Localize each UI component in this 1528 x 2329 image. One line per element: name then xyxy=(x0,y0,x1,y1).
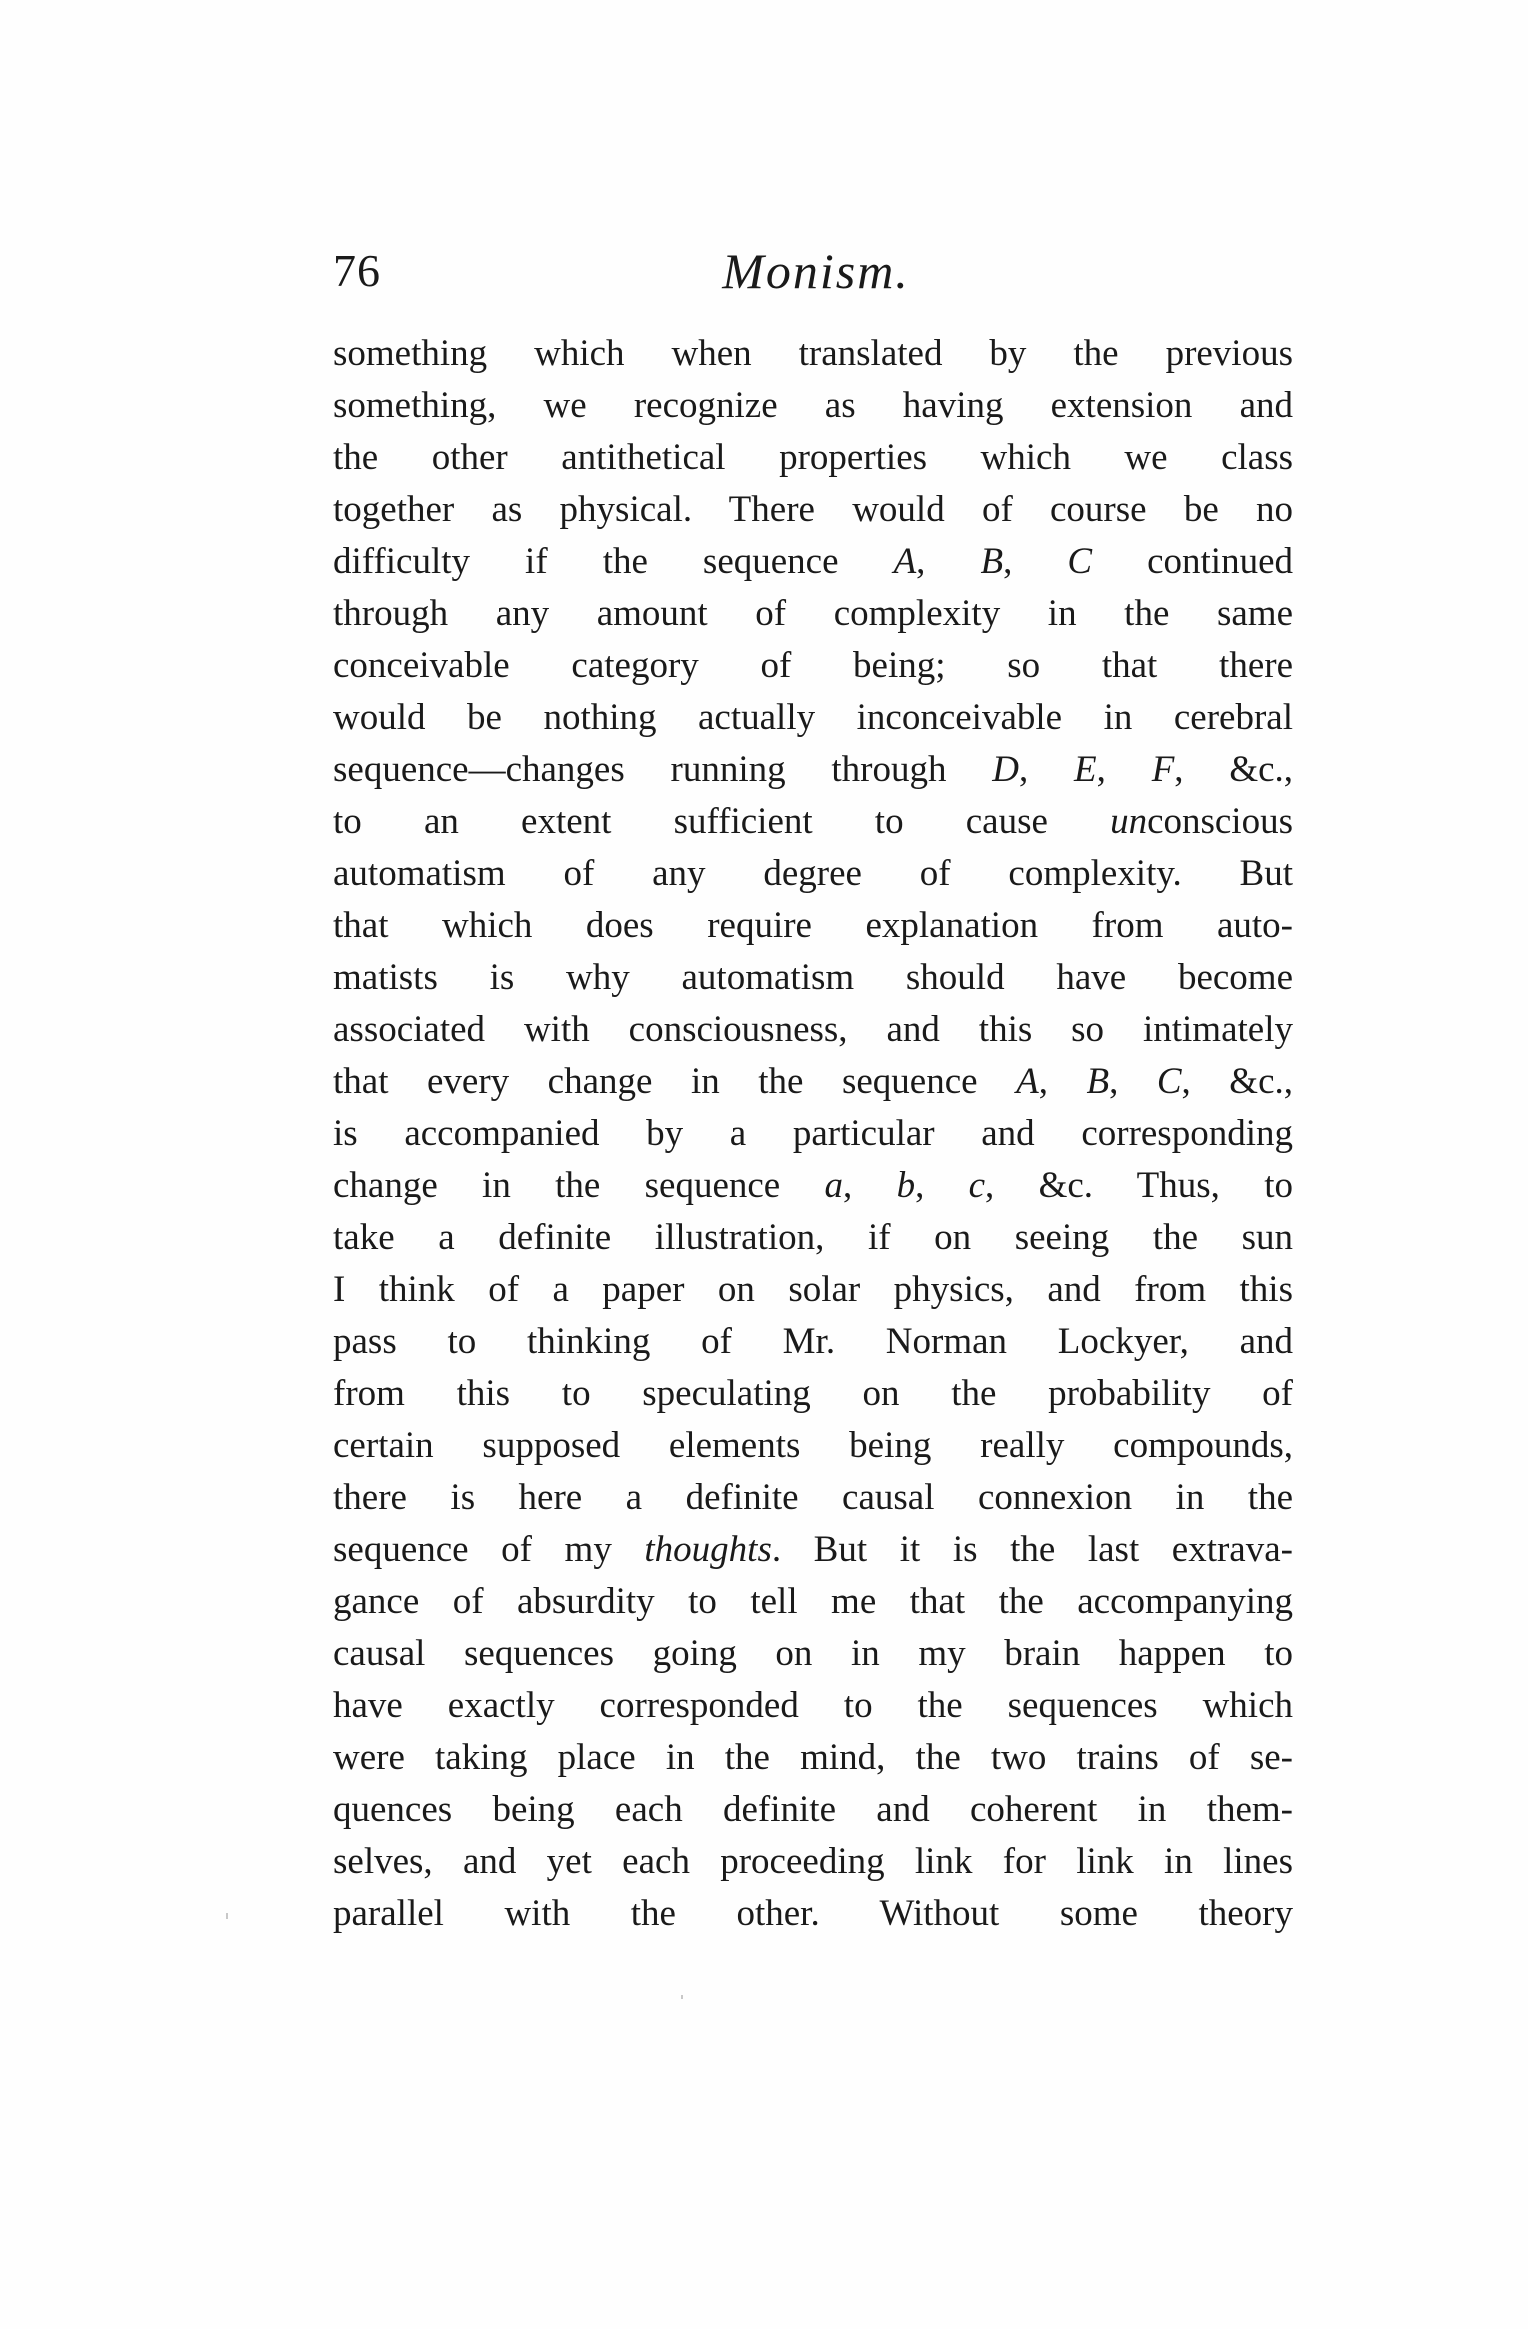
text-line xyxy=(333,848,1293,900)
text-line xyxy=(333,1108,1293,1160)
text-line xyxy=(333,432,1293,484)
italic-segment: un xyxy=(1110,801,1148,842)
text-segment: conceivable category of being; so that there xyxy=(333,645,1293,686)
text-line xyxy=(333,900,1293,952)
text-line xyxy=(333,692,1293,744)
text-segment: associated with consciousness, and this so intimately xyxy=(333,1009,1293,1050)
text-segment: sequence—changes running through xyxy=(333,749,993,790)
text-line xyxy=(333,380,1293,432)
text-line xyxy=(333,1576,1293,1628)
text-segment: take a definite illustration, if on seeing the sun xyxy=(333,1217,1293,1258)
text-line xyxy=(333,744,1293,796)
text-line xyxy=(333,1628,1293,1680)
italic-segment: A xyxy=(893,541,917,582)
text-segment: quences being each definite and coherent in them- xyxy=(333,1789,1293,1830)
text-segment: together as physical. There would of course be no xyxy=(333,489,1293,530)
italic-segment: D xyxy=(992,749,1020,790)
text-segment: something which when translated by the previous xyxy=(333,333,1293,374)
text-segment: have exactly corresponded to the sequences which xyxy=(333,1685,1293,1726)
paper-speck xyxy=(226,1913,228,1919)
text-segment: I think of a paper on solar physics, and from this xyxy=(333,1269,1293,1310)
text-segment: , xyxy=(915,1165,969,1206)
text-line xyxy=(333,1732,1293,1784)
text-segment: that every change in the sequence xyxy=(333,1061,1017,1102)
text-segment: , &c. Thus, to xyxy=(985,1165,1293,1206)
text-segment: continued xyxy=(1092,541,1294,582)
text-line xyxy=(333,952,1293,1004)
text-segment: something, we recognize as having extension and xyxy=(333,385,1293,426)
text-segment: from this to speculating on the probability of xyxy=(333,1373,1293,1414)
text-segment: , xyxy=(1109,1061,1157,1102)
text-segment: , &c., xyxy=(1174,749,1294,790)
text-segment: to an extent sufficient to cause xyxy=(333,801,1111,842)
text-segment: through any amount of complexity in the same xyxy=(333,593,1293,634)
text-segment: causal sequences going on in my brain happen to xyxy=(333,1633,1293,1674)
italic-segment: E xyxy=(1074,749,1097,790)
text-segment: is accompanied by a particular and corresponding xyxy=(333,1113,1293,1154)
text-segment: , xyxy=(1003,541,1068,582)
text-line xyxy=(333,1472,1293,1524)
page-number: 76 xyxy=(333,245,381,296)
text-line xyxy=(333,328,1293,380)
text-segment: conscious xyxy=(1147,801,1293,842)
text-segment: pass to thinking of Mr. Norman Lockyer, and xyxy=(333,1321,1293,1362)
italic-segment: thoughts xyxy=(644,1529,772,1570)
text-line xyxy=(333,1680,1293,1732)
text-segment: that which does require explanation from auto- xyxy=(333,905,1293,946)
text-segment: sequence of my xyxy=(333,1529,645,1570)
text-segment: , xyxy=(1038,1061,1087,1102)
text-line xyxy=(333,1784,1293,1836)
text-segment: there is here a definite causal connexion in the xyxy=(333,1477,1293,1518)
text-segment: , xyxy=(1019,749,1075,790)
text-segment: , xyxy=(916,541,981,582)
running-head: Monism. xyxy=(722,243,910,299)
italic-segment: c xyxy=(968,1165,986,1206)
text-line xyxy=(333,536,1293,588)
text-segment: automatism of any degree of complexity. But xyxy=(333,853,1293,894)
text-segment: were taking place in the mind, the two trains of se- xyxy=(333,1737,1293,1778)
text-line xyxy=(333,640,1293,692)
text-line xyxy=(333,1368,1293,1420)
italic-segment: C xyxy=(1156,1061,1182,1102)
italic-segment: b xyxy=(896,1165,916,1206)
text-segment: certain supposed elements being really compounds, xyxy=(333,1425,1293,1466)
text-segment: selves, and yet each proceeding link for link in lines xyxy=(333,1841,1293,1882)
text-line xyxy=(333,1056,1293,1108)
text-segment: gance of absurdity to tell me that the accompanying xyxy=(333,1581,1293,1622)
page-header xyxy=(333,236,1299,306)
text-segment: change in the sequence xyxy=(333,1165,825,1206)
text-line xyxy=(333,796,1293,848)
text-segment: parallel with the other. Without some theory xyxy=(333,1893,1293,1934)
italic-segment: C xyxy=(1067,541,1093,582)
italic-segment: a xyxy=(824,1165,844,1206)
text-line xyxy=(333,1160,1293,1212)
text-line xyxy=(333,1004,1293,1056)
text-line xyxy=(333,1836,1293,1888)
paper-speck xyxy=(681,1995,683,1999)
text-segment: , xyxy=(843,1165,897,1206)
text-segment: matists is why automatism should have become xyxy=(333,957,1293,998)
text-segment: . But it is the last extrava- xyxy=(771,1529,1293,1570)
body-text xyxy=(333,328,1293,1940)
text-segment: difficulty if the sequence xyxy=(333,541,894,582)
text-line xyxy=(333,1420,1293,1472)
italic-segment: F xyxy=(1151,749,1175,790)
text-line xyxy=(333,1316,1293,1368)
text-line xyxy=(333,1524,1293,1576)
text-line xyxy=(333,1264,1293,1316)
text-segment: , xyxy=(1096,749,1152,790)
text-line xyxy=(333,484,1293,536)
text-segment: would be nothing actually inconceivable in cerebral xyxy=(333,697,1293,738)
italic-segment: B xyxy=(980,541,1004,582)
text-line xyxy=(333,1888,1293,1940)
italic-segment: A xyxy=(1016,1061,1039,1102)
text-line xyxy=(333,1212,1293,1264)
text-segment: the other antithetical properties which we class xyxy=(333,437,1293,478)
text-segment: , &c., xyxy=(1181,1061,1293,1102)
text-line xyxy=(333,588,1293,640)
italic-segment: B xyxy=(1086,1061,1110,1102)
